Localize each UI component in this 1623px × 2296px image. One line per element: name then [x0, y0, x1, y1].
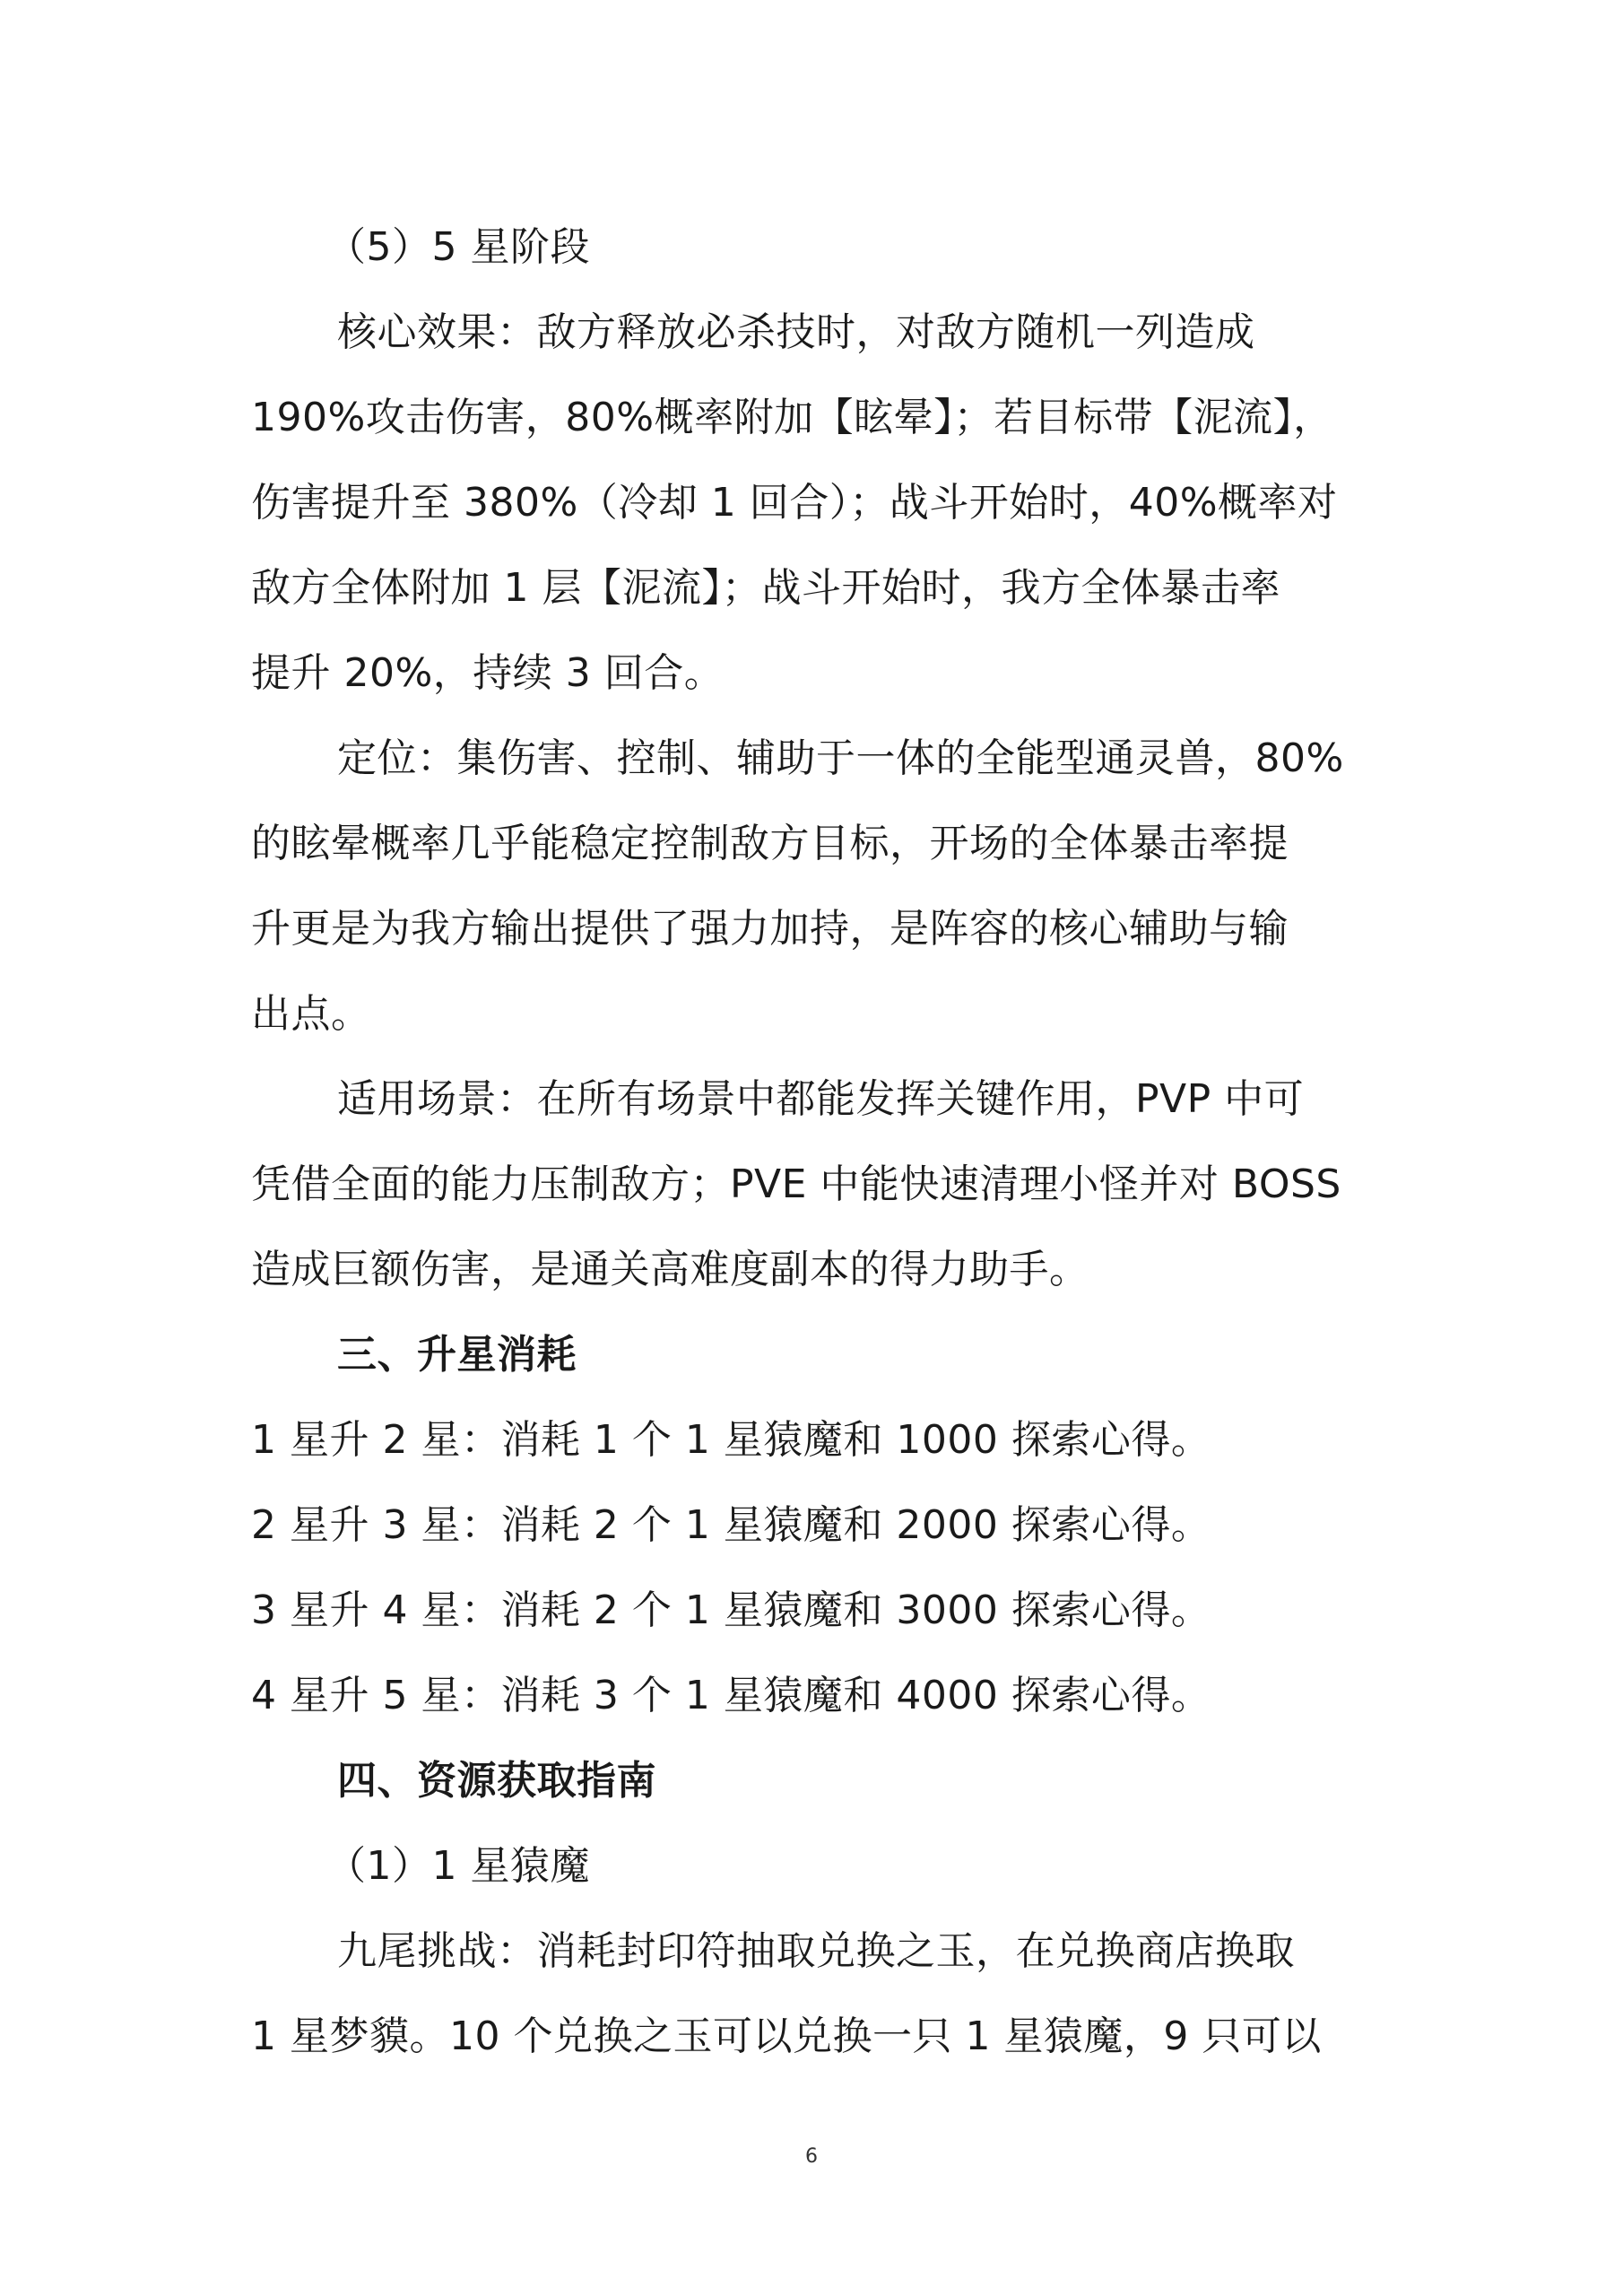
subsection-heading: （1）1 星猿魔: [326, 1843, 590, 1889]
paragraph-line: 提升 20%，持续 3 回合。: [251, 650, 725, 696]
paragraph-line: 的眩晕概率几乎能稳定控制敌方目标，开场的全体暴击率提: [251, 821, 1289, 866]
paragraph-line: 九尾挑战：消耗封印符抽取兑换之玉，在兑换商店换取: [337, 1928, 1295, 1974]
paragraph-line: 190%攻击伤害，80%概率附加【眩晕】；若目标带【泥流】，: [251, 395, 1333, 440]
upgrade-cost-line: 2 星升 3 星：消耗 2 个 1 星猿魔和 2000 探索心得。: [251, 1502, 1211, 1548]
paragraph-line: 适用场景：在所有场景中都能发挥关键作用，PVP 中可: [337, 1076, 1305, 1122]
subsection-heading: （5）5 星阶段: [326, 224, 590, 270]
paragraph-line: 定位：集伤害、控制、辅助于一体的全能型通灵兽，80%: [337, 735, 1344, 781]
section-heading: 三、升星消耗: [337, 1332, 577, 1378]
upgrade-cost-line: 3 星升 4 星：消耗 2 个 1 星猿魔和 3000 探索心得。: [251, 1587, 1211, 1633]
section-heading: 四、资源获取指南: [337, 1758, 656, 1804]
paragraph-line: 出点。: [251, 991, 371, 1037]
paragraph-line: 伤害提升至 380%（冷却 1 回合）；战斗开始时，40%概率对: [251, 480, 1338, 526]
document-body: [251, 204, 1390, 2079]
paragraph-line: 敌方全体附加 1 层【泥流】；战斗开始时，我方全体暴击率: [251, 565, 1280, 611]
upgrade-cost-line: 1 星升 2 星：消耗 1 个 1 星猿魔和 1000 探索心得。: [251, 1417, 1211, 1463]
paragraph-line: 1 星梦貘。10 个兑换之玉可以兑换一只 1 星猿魔，9 只可以: [251, 2013, 1322, 2059]
paragraph-line: 核心效果：敌方释放必杀技时，对敌方随机一列造成: [337, 309, 1255, 355]
upgrade-cost-line: 4 星升 5 星：消耗 3 个 1 星猿魔和 4000 探索心得。: [251, 1673, 1211, 1718]
paragraph-line: 升更是为我方输出提供了强力加持，是阵容的核心辅助与输: [251, 906, 1289, 952]
page-number: 6: [805, 2145, 818, 2168]
paragraph-line: 造成巨额伤害，是通关高难度副本的得力助手。: [251, 1247, 1089, 1292]
paragraph-line: 凭借全面的能力压制敌方；PVE 中能快速清理小怪并对 BOSS: [251, 1161, 1341, 1207]
